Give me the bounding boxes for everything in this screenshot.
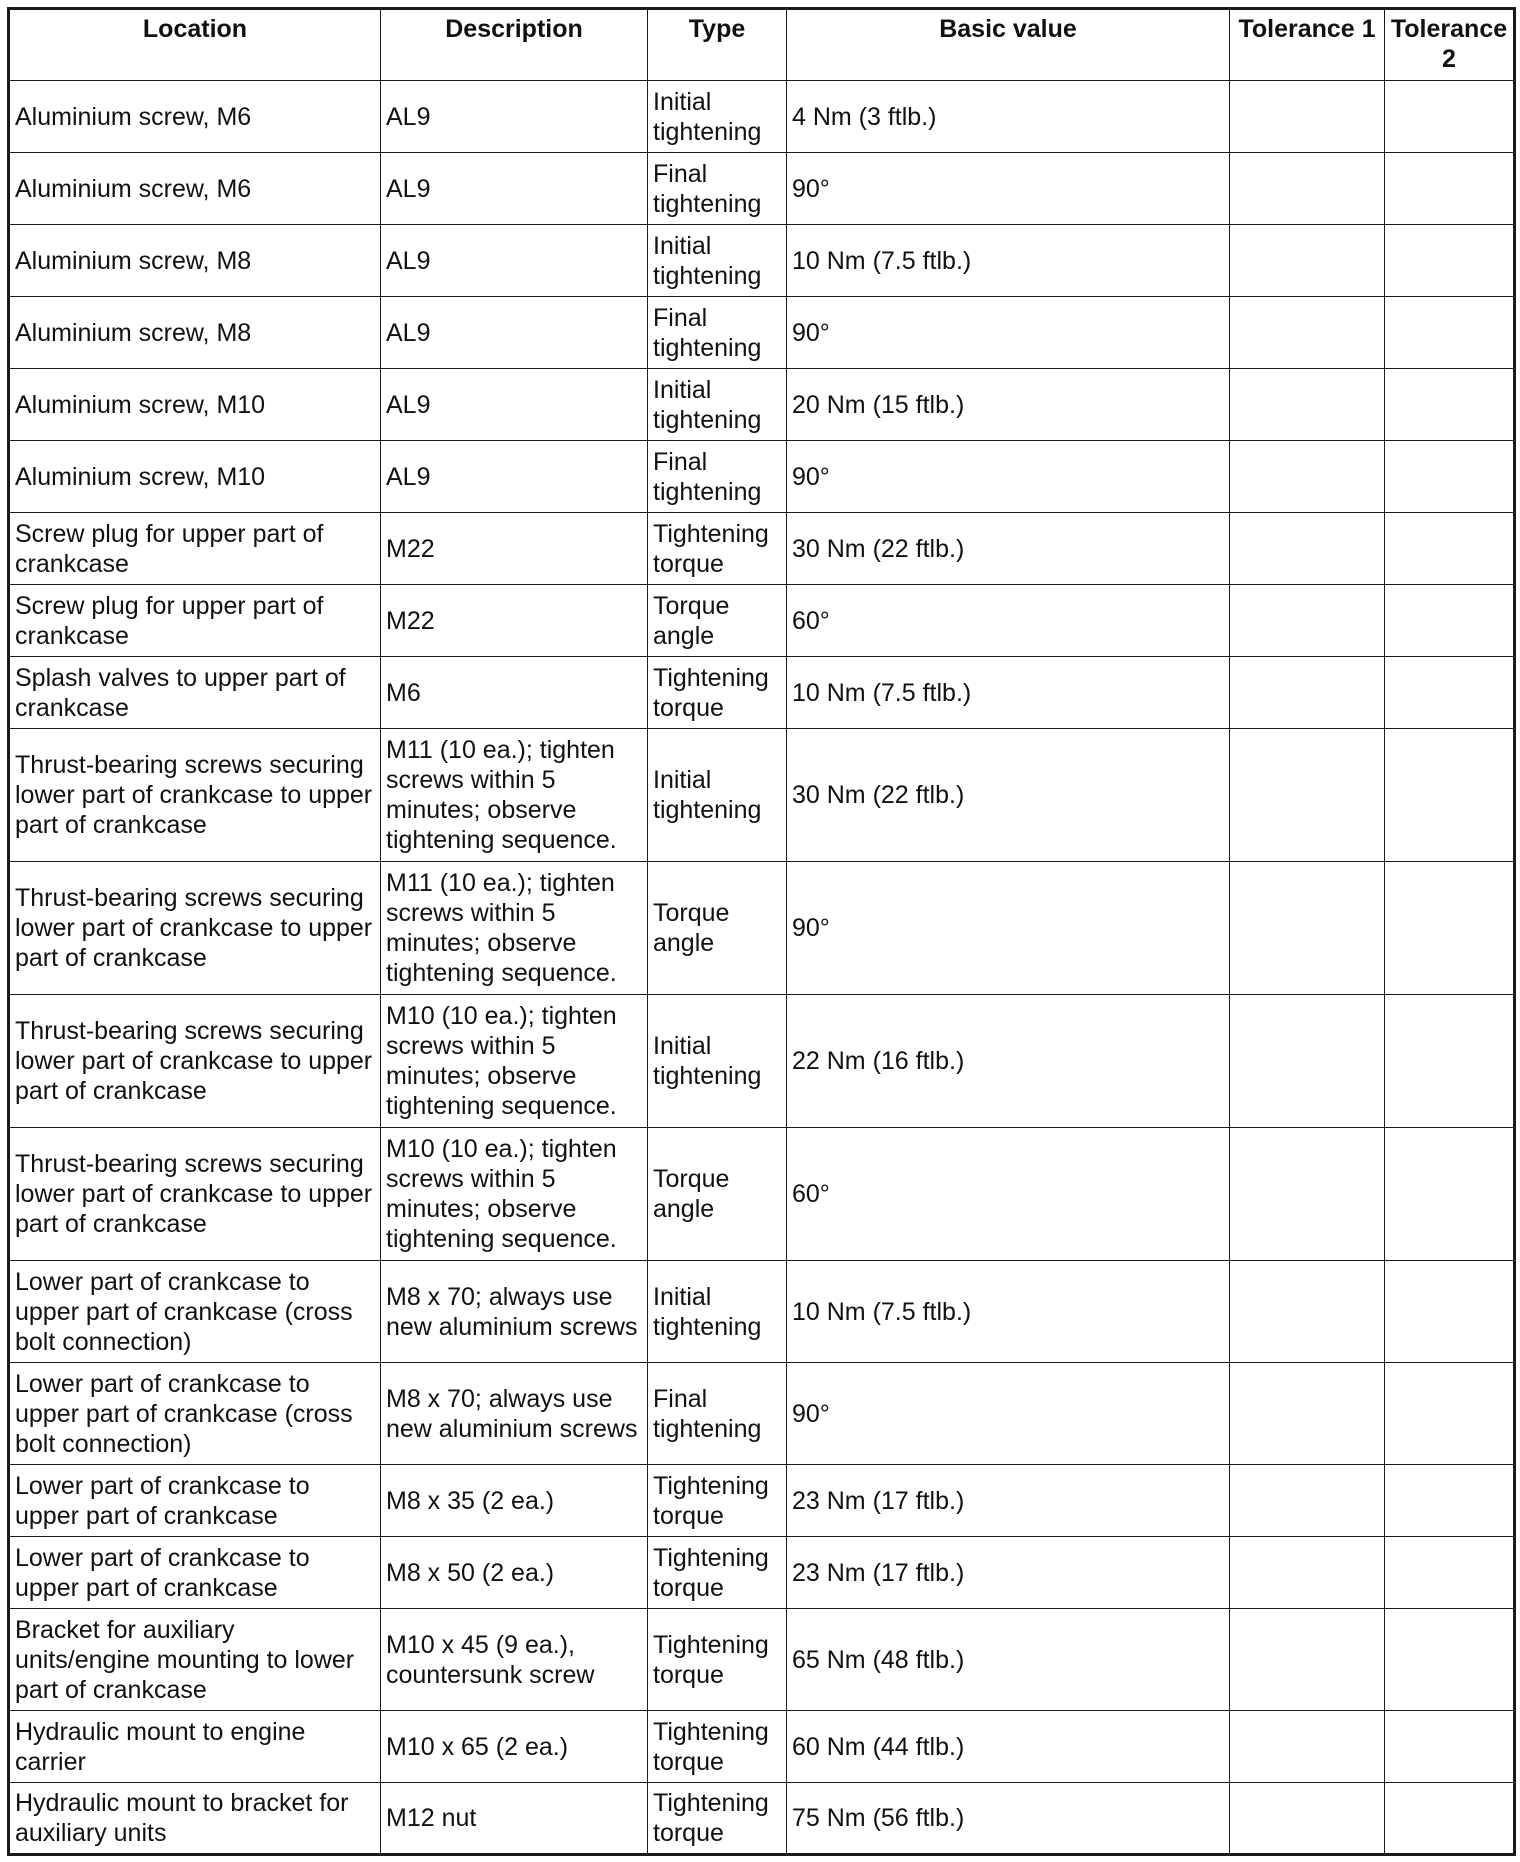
cell-tolerance-2 — [1385, 729, 1515, 862]
cell-location: Bracket for auxiliary units/engine mounting to lower part of crankcase — [9, 1609, 381, 1711]
header-tolerance-2: Tolerance 2 — [1385, 9, 1515, 81]
table-row — [9, 1261, 1515, 1363]
header-tolerance-1: Tolerance 1 — [1230, 9, 1385, 81]
cell-location: Lower part of crankcase to upper part of crankcase (cross bolt connection) — [9, 1261, 381, 1363]
cell-location: Lower part of crankcase to upper part of crankcase — [9, 1465, 381, 1537]
cell-description: M10 (10 ea.); tighten screws within 5 minutes; observe tightening sequence. — [381, 1128, 648, 1261]
header-location: Location — [9, 9, 381, 81]
cell-tolerance-1 — [1230, 1711, 1385, 1783]
cell-tolerance-1 — [1230, 729, 1385, 862]
cell-location: Splash valves to upper part of crankcase — [9, 657, 381, 729]
cell-type: Final tightening — [648, 153, 787, 225]
table-row — [9, 995, 1515, 1128]
cell-tolerance-1 — [1230, 862, 1385, 995]
cell-tolerance-1 — [1230, 1537, 1385, 1609]
header-type: Type — [648, 9, 787, 81]
cell-type: Initial tightening — [648, 995, 787, 1128]
cell-type: Final tightening — [648, 1363, 787, 1465]
cell-basic-value: 90° — [787, 441, 1230, 513]
cell-description: M10 (10 ea.); tighten screws within 5 minutes; observe tightening sequence. — [381, 995, 648, 1128]
cell-location: Aluminium screw, M10 — [9, 441, 381, 513]
cell-tolerance-2 — [1385, 297, 1515, 369]
cell-tolerance-2 — [1385, 1261, 1515, 1363]
torque-spec-table — [7, 7, 1516, 1856]
cell-type: Initial tightening — [648, 369, 787, 441]
cell-tolerance-2 — [1385, 1783, 1515, 1855]
cell-location: Aluminium screw, M10 — [9, 369, 381, 441]
cell-tolerance-1 — [1230, 441, 1385, 513]
cell-basic-value: 30 Nm (22 ftlb.) — [787, 513, 1230, 585]
cell-tolerance-1 — [1230, 81, 1385, 153]
cell-type: Initial tightening — [648, 729, 787, 862]
cell-tolerance-2 — [1385, 153, 1515, 225]
cell-description: M8 x 70; always use new aluminium screws — [381, 1363, 648, 1465]
cell-tolerance-2 — [1385, 369, 1515, 441]
cell-tolerance-1 — [1230, 1363, 1385, 1465]
cell-description: M12 nut — [381, 1783, 648, 1855]
cell-tolerance-2 — [1385, 862, 1515, 995]
cell-basic-value: 90° — [787, 1363, 1230, 1465]
cell-tolerance-2 — [1385, 585, 1515, 657]
cell-type: Torque angle — [648, 862, 787, 995]
cell-basic-value: 60 Nm (44 ftlb.) — [787, 1711, 1230, 1783]
cell-tolerance-2 — [1385, 1465, 1515, 1537]
cell-tolerance-1 — [1230, 1128, 1385, 1261]
table-row — [9, 1128, 1515, 1261]
cell-location: Lower part of crankcase to upper part of crankcase — [9, 1537, 381, 1609]
cell-type: Initial tightening — [648, 225, 787, 297]
cell-location: Thrust-bearing screws securing lower part of crankcase to upper part of crankcase — [9, 729, 381, 862]
cell-location: Aluminium screw, M8 — [9, 225, 381, 297]
cell-description: AL9 — [381, 369, 648, 441]
cell-location: Hydraulic mount to bracket for auxiliary units — [9, 1783, 381, 1855]
table-row — [9, 297, 1515, 369]
cell-basic-value: 90° — [787, 297, 1230, 369]
cell-tolerance-1 — [1230, 585, 1385, 657]
cell-basic-value: 75 Nm (56 ftlb.) — [787, 1783, 1230, 1855]
table-row — [9, 369, 1515, 441]
cell-description: M8 x 35 (2 ea.) — [381, 1465, 648, 1537]
cell-type: Tightening torque — [648, 1537, 787, 1609]
table-row — [9, 657, 1515, 729]
cell-description: AL9 — [381, 297, 648, 369]
cell-type: Tightening torque — [648, 1465, 787, 1537]
cell-type: Initial tightening — [648, 1261, 787, 1363]
table-row — [9, 729, 1515, 862]
cell-description: M11 (10 ea.); tighten screws within 5 minutes; observe tightening sequence. — [381, 729, 648, 862]
cell-description: M10 x 45 (9 ea.), countersunk screw — [381, 1609, 648, 1711]
cell-location: Lower part of crankcase to upper part of crankcase (cross bolt connection) — [9, 1363, 381, 1465]
cell-basic-value: 30 Nm (22 ftlb.) — [787, 729, 1230, 862]
table-row — [9, 862, 1515, 995]
cell-type: Tightening torque — [648, 1609, 787, 1711]
cell-tolerance-1 — [1230, 1465, 1385, 1537]
cell-tolerance-2 — [1385, 513, 1515, 585]
cell-description: M8 x 50 (2 ea.) — [381, 1537, 648, 1609]
cell-basic-value: 90° — [787, 862, 1230, 995]
table-row — [9, 225, 1515, 297]
cell-type: Tightening torque — [648, 1711, 787, 1783]
cell-location: Aluminium screw, M8 — [9, 297, 381, 369]
table-row — [9, 1711, 1515, 1783]
cell-description: M10 x 65 (2 ea.) — [381, 1711, 648, 1783]
cell-location: Screw plug for upper part of crankcase — [9, 585, 381, 657]
cell-location: Screw plug for upper part of crankcase — [9, 513, 381, 585]
table-row — [9, 1783, 1515, 1855]
cell-location: Hydraulic mount to engine carrier — [9, 1711, 381, 1783]
cell-tolerance-2 — [1385, 441, 1515, 513]
cell-location: Thrust-bearing screws securing lower part of crankcase to upper part of crankcase — [9, 862, 381, 995]
cell-tolerance-2 — [1385, 657, 1515, 729]
table-row — [9, 1537, 1515, 1609]
cell-type: Final tightening — [648, 441, 787, 513]
cell-tolerance-1 — [1230, 1609, 1385, 1711]
cell-description: M8 x 70; always use new aluminium screws — [381, 1261, 648, 1363]
cell-type: Initial tightening — [648, 81, 787, 153]
cell-tolerance-2 — [1385, 1711, 1515, 1783]
cell-type: Torque angle — [648, 1128, 787, 1261]
cell-location: Thrust-bearing screws securing lower part of crankcase to upper part of crankcase — [9, 995, 381, 1128]
cell-tolerance-1 — [1230, 1261, 1385, 1363]
cell-tolerance-2 — [1385, 1363, 1515, 1465]
table-row — [9, 153, 1515, 225]
cell-tolerance-2 — [1385, 995, 1515, 1128]
cell-basic-value: 60° — [787, 1128, 1230, 1261]
cell-tolerance-1 — [1230, 297, 1385, 369]
cell-type: Tightening torque — [648, 1783, 787, 1855]
cell-description: M6 — [381, 657, 648, 729]
cell-basic-value: 60° — [787, 585, 1230, 657]
cell-tolerance-1 — [1230, 513, 1385, 585]
cell-tolerance-1 — [1230, 153, 1385, 225]
cell-tolerance-2 — [1385, 225, 1515, 297]
cell-basic-value: 20 Nm (15 ftlb.) — [787, 369, 1230, 441]
table-row — [9, 1609, 1515, 1711]
cell-type: Tightening torque — [648, 657, 787, 729]
header-row — [9, 9, 1515, 81]
cell-tolerance-2 — [1385, 1609, 1515, 1711]
cell-description: M22 — [381, 513, 648, 585]
header-description: Description — [381, 9, 648, 81]
cell-type: Final tightening — [648, 297, 787, 369]
cell-location: Thrust-bearing screws securing lower part of crankcase to upper part of crankcase — [9, 1128, 381, 1261]
table-row — [9, 585, 1515, 657]
table-row — [9, 81, 1515, 153]
cell-location: Aluminium screw, M6 — [9, 153, 381, 225]
cell-basic-value: 23 Nm (17 ftlb.) — [787, 1465, 1230, 1537]
cell-tolerance-2 — [1385, 1128, 1515, 1261]
cell-basic-value: 10 Nm (7.5 ftlb.) — [787, 657, 1230, 729]
cell-tolerance-2 — [1385, 81, 1515, 153]
cell-tolerance-1 — [1230, 1783, 1385, 1855]
table-row — [9, 1363, 1515, 1465]
cell-description: AL9 — [381, 153, 648, 225]
table-row — [9, 441, 1515, 513]
cell-basic-value: 4 Nm (3 ftlb.) — [787, 81, 1230, 153]
table-row — [9, 513, 1515, 585]
table-row — [9, 1465, 1515, 1537]
header-basic-value: Basic value — [787, 9, 1230, 81]
cell-description: AL9 — [381, 441, 648, 513]
cell-type: Tightening torque — [648, 513, 787, 585]
cell-location: Aluminium screw, M6 — [9, 81, 381, 153]
cell-tolerance-1 — [1230, 369, 1385, 441]
cell-basic-value: 22 Nm (16 ftlb.) — [787, 995, 1230, 1128]
cell-description: AL9 — [381, 225, 648, 297]
cell-tolerance-2 — [1385, 1537, 1515, 1609]
cell-basic-value: 90° — [787, 153, 1230, 225]
cell-tolerance-1 — [1230, 225, 1385, 297]
cell-basic-value: 10 Nm (7.5 ftlb.) — [787, 225, 1230, 297]
cell-tolerance-1 — [1230, 995, 1385, 1128]
cell-basic-value: 65 Nm (48 ftlb.) — [787, 1609, 1230, 1711]
cell-basic-value: 10 Nm (7.5 ftlb.) — [787, 1261, 1230, 1363]
cell-description: AL9 — [381, 81, 648, 153]
cell-description: M22 — [381, 585, 648, 657]
cell-description: M11 (10 ea.); tighten screws within 5 minutes; observe tightening sequence. — [381, 862, 648, 995]
cell-basic-value: 23 Nm (17 ftlb.) — [787, 1537, 1230, 1609]
cell-type: Torque angle — [648, 585, 787, 657]
cell-tolerance-1 — [1230, 657, 1385, 729]
